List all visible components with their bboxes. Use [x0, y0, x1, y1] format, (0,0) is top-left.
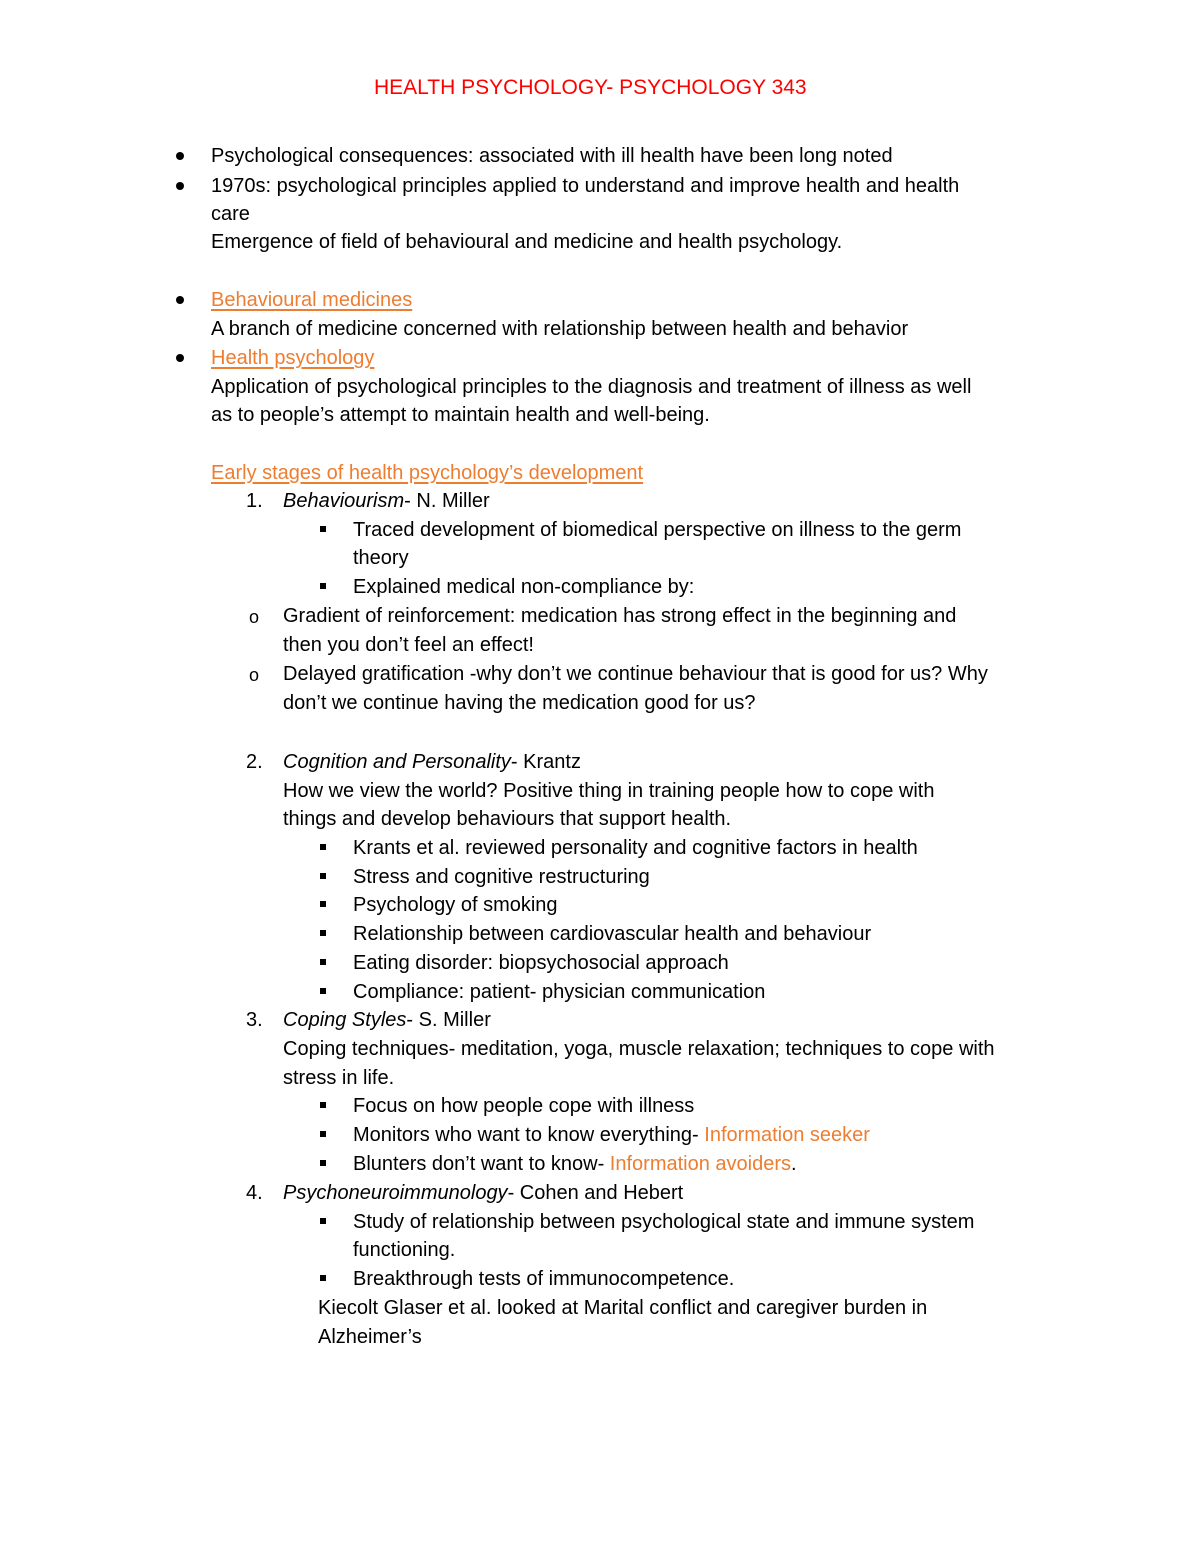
square-bullet-icon	[320, 1160, 326, 1166]
stage-4-text-1: Kiecolt Glaser et al. looked at Marital conflict and caregiver burden in	[318, 1297, 928, 1319]
health-psychology-text-1: Application of psychological principles to the diagnosis and treatment of illness as well	[211, 376, 972, 398]
intro-bullet-1: Psychological consequences: associated with ill health have been long noted	[211, 145, 893, 167]
list-number: 1.	[246, 490, 263, 512]
stage-4-name: Psychoneuroimmunology	[283, 1182, 508, 1204]
square-bullet-icon	[320, 844, 326, 850]
intro-bullet-2-line-3: Emergence of field of behavioural and medicine and health psychology.	[211, 231, 843, 253]
stage-4-author: - Cohen and Hebert	[507, 1182, 684, 1204]
list-number: 4.	[246, 1182, 263, 1204]
health-psychology-text-2: as to people’s attempt to maintain health and well-being.	[211, 404, 710, 426]
square-bullet-icon	[320, 901, 326, 907]
stage-2-item: Krants et al. reviewed personality and cognitive factors in health	[353, 837, 918, 859]
square-bullet-icon	[320, 930, 326, 936]
stage-3-item-2-text: Monitors who want to know everything-	[353, 1124, 705, 1146]
square-bullet-icon	[320, 988, 326, 994]
stage-4-item-1-line-1: Study of relationship between psychological state and immune system	[353, 1211, 975, 1233]
behavioural-medicines-text: A branch of medicine concerned with relationship between health and behavior	[211, 318, 909, 340]
square-bullet-icon	[320, 959, 326, 965]
stage-1-sub-2-line-2: don’t we continue having the medication good for us?	[283, 692, 756, 714]
stage-2-title	[283, 748, 581, 776]
stage-1-name: Behaviourism	[283, 490, 405, 512]
square-bullet-icon	[320, 873, 326, 879]
stage-2-text-2: things and develop behaviours that support health.	[283, 808, 732, 830]
square-bullet-icon	[320, 526, 326, 532]
stage-1-sub-2-line-1: Delayed gratification -why don’t we continue behaviour that is good for us? Why	[283, 663, 988, 685]
stage-1-sub-1-line-2: then you don’t feel an effect!	[283, 634, 534, 656]
stage-2-item: Compliance: patient- physician communication	[353, 981, 766, 1003]
bullet-icon	[176, 182, 184, 190]
stage-1-item-1-line-1: Traced development of biomedical perspective on illness to the germ	[353, 519, 962, 541]
bullet-icon	[176, 354, 184, 362]
stage-1-title	[283, 487, 490, 515]
square-bullet-icon	[320, 583, 326, 589]
bullet-icon	[176, 296, 184, 304]
stage-3-title	[283, 1006, 491, 1034]
stage-1-author: - N. Miller	[404, 490, 490, 512]
stage-3-text-2: stress in life.	[283, 1067, 395, 1089]
document-title: HEALTH PSYCHOLOGY- PSYCHOLOGY 343	[374, 76, 807, 99]
stage-2-item: Psychology of smoking	[353, 894, 558, 916]
stage-3-item-1: Focus on how people cope with illness	[353, 1095, 695, 1117]
list-number: 3.	[246, 1009, 263, 1031]
intro-bullet-2-line-1: 1970s: psychological principles applied to understand and improve health and health	[211, 175, 960, 197]
behavioural-medicines-heading: Behavioural medicines	[211, 289, 413, 311]
stage-3-author: - S. Miller	[406, 1009, 491, 1031]
intro-bullet-2-line-2: care	[211, 203, 250, 225]
stage-3-text-1: Coping techniques- meditation, yoga, muscle relaxation; techniques to cope with	[283, 1038, 995, 1060]
stage-1-sub-1-line-1: Gradient of reinforcement: medication has strong effect in the beginning and	[283, 605, 957, 627]
stage-2-text-1: How we view the world? Positive thing in training people how to cope with	[283, 780, 935, 802]
stage-2-author: - Krantz	[510, 751, 581, 773]
square-bullet-icon	[320, 1275, 326, 1281]
stage-1-item-2: Explained medical non-compliance by:	[353, 576, 695, 598]
list-number: 2.	[246, 751, 263, 773]
stage-2-item: Relationship between cardiovascular health and behaviour	[353, 923, 872, 945]
stage-4-title	[283, 1179, 683, 1207]
circle-bullet-icon: o	[249, 665, 260, 685]
stage-3-name: Coping Styles	[283, 1009, 407, 1031]
early-stages-heading: Early stages of health psychology’s development	[211, 462, 644, 484]
stage-3-item-3-text: Blunters don’t want to know-	[353, 1153, 610, 1175]
square-bullet-icon	[320, 1218, 326, 1224]
health-psychology-heading: Health psychology	[211, 347, 375, 369]
stage-3-item-3	[353, 1150, 797, 1178]
information-avoiders-label: Information avoiders	[609, 1153, 791, 1175]
stage-4-text-2: Alzheimer’s	[318, 1326, 422, 1348]
stage-2-item: Eating disorder: biopsychosocial approach	[353, 952, 729, 974]
stage-2-name: Cognition and Personality	[283, 751, 511, 773]
stage-3-item-2	[353, 1121, 870, 1149]
circle-bullet-icon: o	[249, 607, 260, 627]
stage-3-item-3-period: .	[791, 1153, 797, 1175]
stage-2-item: Stress and cognitive restructuring	[353, 866, 650, 888]
stage-1-item-1-line-2: theory	[353, 547, 409, 569]
square-bullet-icon	[320, 1102, 326, 1108]
stage-4-item-1-line-2: functioning.	[353, 1239, 456, 1261]
stage-4-item-2: Breakthrough tests of immunocompetence.	[353, 1268, 735, 1290]
information-seeker-label: Information seeker	[704, 1124, 870, 1146]
square-bullet-icon	[320, 1131, 326, 1137]
bullet-icon	[176, 152, 184, 160]
